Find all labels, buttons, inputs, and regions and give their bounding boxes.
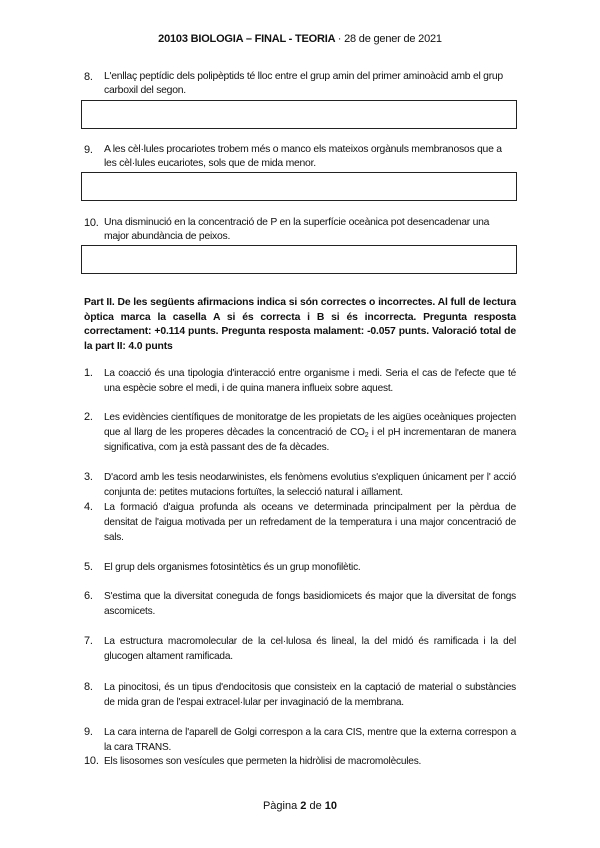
footer-middle: de	[309, 800, 322, 812]
statement-text: Els lisosomes son vesícules que permeten la hidròlisi de macromolècules.	[104, 756, 422, 767]
answer-box-8[interactable]	[81, 100, 517, 129]
page-footer	[0, 800, 600, 812]
statement-1	[84, 366, 516, 396]
question-text: L'enllaç peptídic dels polipèptids té lloc entre el grup amin del primer aminoàcid amb el grup carboxil del segon.	[104, 71, 503, 96]
answer-box-10[interactable]	[81, 245, 517, 274]
statement-6	[84, 589, 516, 619]
statement-number: 8.	[84, 681, 93, 693]
statement-5	[84, 560, 516, 575]
statement-text: La formació d'aigua profunda als oceans ve determinada principalment per la pèrdua de densitat de l'aigua motivada per un refredament de la temperatura i una major concentració de sals.	[104, 502, 516, 543]
statement-number: 5.	[84, 561, 93, 573]
subscript: 2	[364, 432, 369, 439]
statement-4	[84, 500, 516, 545]
question-number: 10.	[84, 217, 99, 229]
part-2-heading: Part II. De les següents afirmacions indica si són correctes o incorrectes. Al full de lectura òptica marca la casella A si és correcta i B si és incorrecta. Pregunta resposta correctament: +0.114 punts. Pregunta resposta malament: -0.057 punts. Valoració total de la part II: 4.0 punts	[84, 297, 516, 352]
footer-prefix: Pàgina	[262, 800, 298, 812]
answer-box-9[interactable]	[81, 172, 517, 201]
statement-8	[84, 680, 516, 710]
statement-text: La pinocitosi, és un tipus d'endocitosis que consisteix en la captació de material o substàncies de mida gran de l'espai extracel·lular per invaginació de la membrana.	[104, 682, 516, 708]
statement-number: 1.	[84, 367, 93, 379]
statement-number: 6.	[84, 590, 93, 602]
page-header	[0, 33, 600, 45]
statement-text: D'acord amb les tesis neodarwinistes, els fenòmens evolutius s'expliquen únicament per l' acció conjunta de: petites mutacions fortuïtes, la selecció natural i aïllament.	[104, 472, 516, 498]
statement-text: La coacció és una tipologia d'interacció entre organisme i medi. Seria el cas de l'efecte que té una espècie sobre el medi, i de quina manera influeix sobre aquest.	[104, 368, 516, 394]
statement-text: S'estima que la diversitat coneguda de fongs basidiomicets és major que la diversitat de fongs ascomicets.	[104, 591, 516, 617]
question-number: 8.	[84, 71, 93, 83]
question-text: Una disminució en la concentració de P en la superfície oceànica pot desencadenar una major abundància de peixos.	[104, 217, 490, 242]
statement-text: La cara interna de l'aparell de Golgi correspon a la cara CIS, mentre que la externa correspon a la cara TRANS.	[104, 727, 516, 753]
statement-number: 9.	[84, 726, 93, 738]
statement-text: La estructura macromolecular de la cel·lulosa és lineal, la del midó és ramificada i la del glucogen altament ramificada.	[104, 636, 516, 662]
statement-9	[84, 725, 516, 755]
total-pages: 10	[324, 800, 338, 812]
statement-text: Les evidències científiques de monitoratge de les propietats de les aigües oceàniques projecten que al llarg de les properes dècades la concentració de $CO_2$ i el pH incrementaran de manera significativa, com ja està passant des de fa dècades.	[104, 412, 516, 453]
question-10	[84, 216, 516, 244]
statement-3	[84, 470, 516, 500]
statement-2	[84, 410, 516, 455]
exam-title: 20103 BIOLOGIA – FINAL - TEORIA	[158, 33, 335, 45]
statement-text: El grup dels organismes fotosintètics és un grup monofilètic.	[104, 562, 361, 573]
statement-10	[84, 754, 516, 769]
statement-number: 4.	[84, 501, 93, 513]
question-text: A les cèl·lules procariotes trobem més o manco els mateixos orgànuls membranosos que a les cèl·lules eucariotes, sols que de mida menor.	[104, 144, 502, 169]
exam-date: · 28 de gener de 2021	[337, 33, 442, 45]
question-8	[84, 70, 516, 98]
current-page: 2	[300, 800, 307, 812]
statement-7	[84, 634, 516, 664]
statement-number: 3.	[84, 471, 93, 483]
statement-number: 10.	[84, 755, 99, 767]
statement-number: 2.	[84, 411, 93, 423]
statement-number: 7.	[84, 635, 93, 647]
question-number: 9.	[84, 144, 93, 156]
question-9	[84, 143, 516, 171]
